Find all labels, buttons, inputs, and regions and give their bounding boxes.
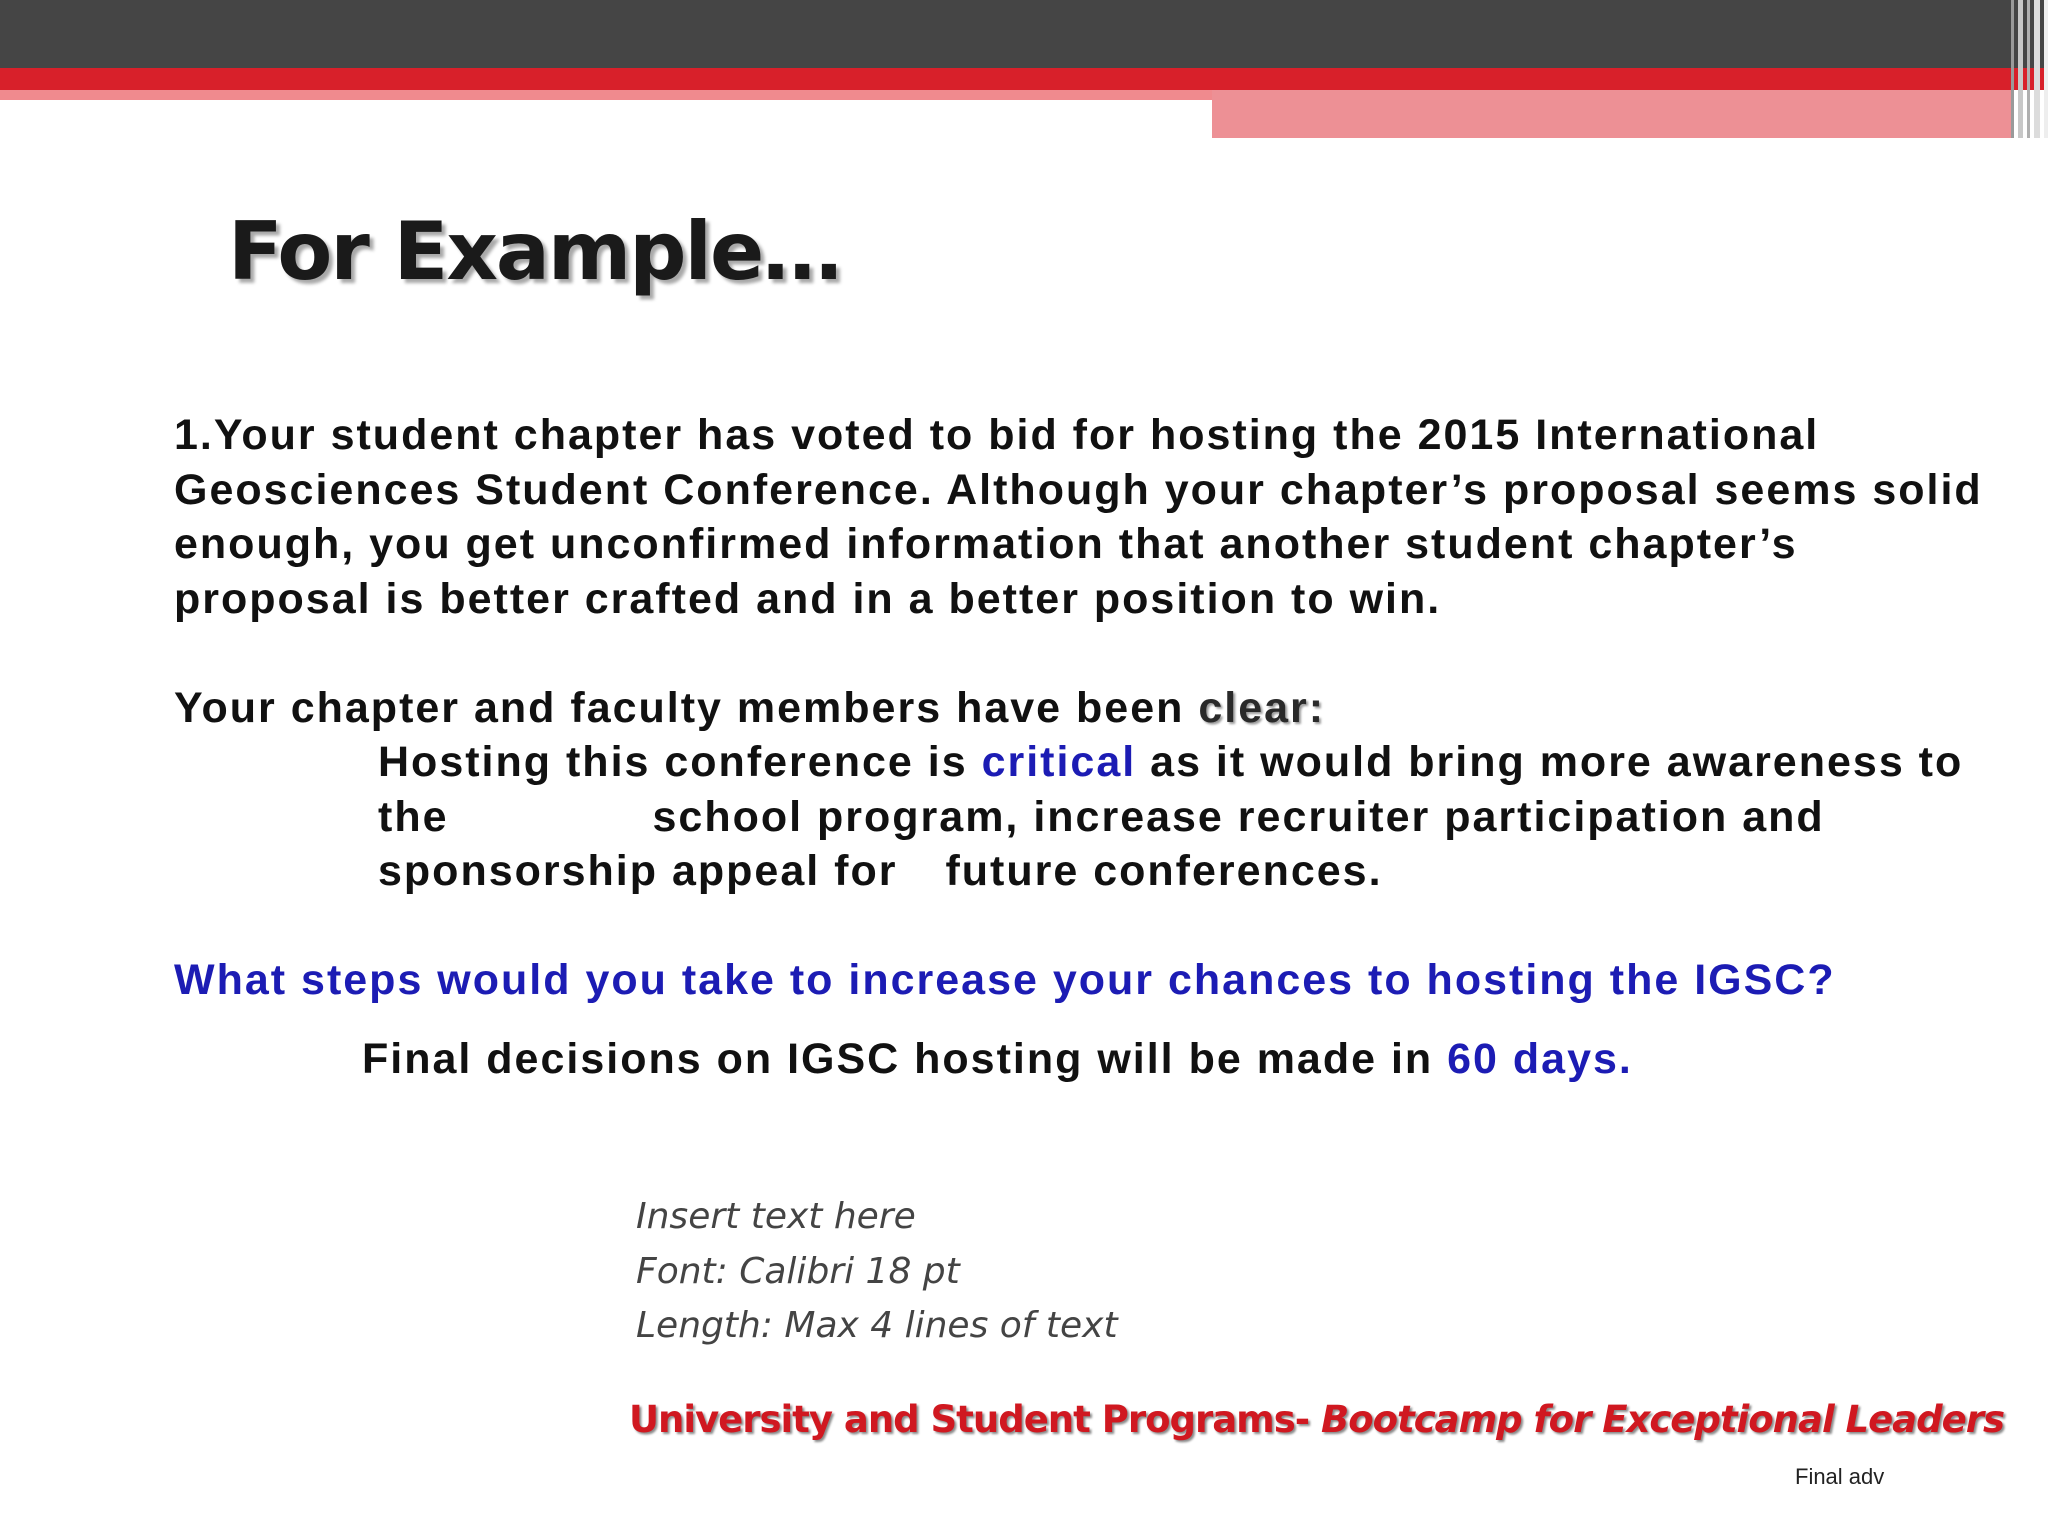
- importance-emphasis: critical: [981, 738, 1137, 786]
- mandate-paragraph: [174, 681, 1994, 736]
- footer-emphasis: Bootcamp for Exceptional Leaders: [1321, 1398, 2004, 1441]
- header-stripe: [2034, 0, 2040, 138]
- slide-title: For Example…: [228, 205, 841, 298]
- placeholder-text-box: [636, 1190, 1118, 1354]
- header-stripes: [1988, 0, 2048, 138]
- header-stripe: [2018, 0, 2023, 138]
- placeholder-line: Insert text here: [636, 1196, 916, 1237]
- footer-main: University and Student Programs-: [628, 1398, 1321, 1441]
- header-band-pink-right: [1212, 90, 2012, 138]
- importance-text-a: Hosting this conference is: [378, 738, 982, 786]
- importance-paragraph: [174, 735, 1994, 899]
- slide-body: [174, 408, 1994, 1086]
- placeholder-line: Font: Calibri 18 pt: [636, 1250, 960, 1292]
- spacer: [174, 899, 1994, 954]
- mandate-lead: Your chapter and faculty members have been: [174, 683, 1199, 732]
- scenario-paragraph: 1.Your student chapter has voted to bid for hosting the 2015 International Geosciences Student Conference. Although your chapter’s proposal seems solid enough, you get unconfirmed information that another student chapter’s proposal is better crafted and in a better position to win.: [174, 411, 1983, 623]
- deadline-emphasis: 60 days.: [1447, 1034, 1633, 1083]
- header-stripe: [2027, 0, 2030, 138]
- header-band-red: [0, 68, 2048, 90]
- footnote: Final adv: [1795, 1464, 1885, 1489]
- deadline-paragraph: [174, 1032, 1994, 1087]
- header-band-pink-left: [0, 90, 1212, 100]
- importance-text-c: school program, increase recruiter participation and sponsorship appeal for: [378, 792, 1825, 895]
- spacer: [174, 626, 1994, 681]
- header-stripe: [2011, 0, 2014, 138]
- importance-text-d: future conferences.: [945, 847, 1383, 895]
- deadline-text: Final decisions on IGSC hosting will be made in: [362, 1034, 1448, 1083]
- header-band-dark: [0, 0, 2048, 68]
- question-paragraph: What steps would you take to increase your chances to hosting the IGSC?: [174, 956, 1836, 1004]
- placeholder-line: Length: Max 4 lines of text: [636, 1305, 1118, 1346]
- header-stripe: [2044, 0, 2048, 138]
- footer-tagline: [629, 1398, 2004, 1441]
- importance-text-b: as it would bring more awareness to the: [378, 738, 1964, 841]
- mandate-emphasis: clear:: [1198, 683, 1326, 732]
